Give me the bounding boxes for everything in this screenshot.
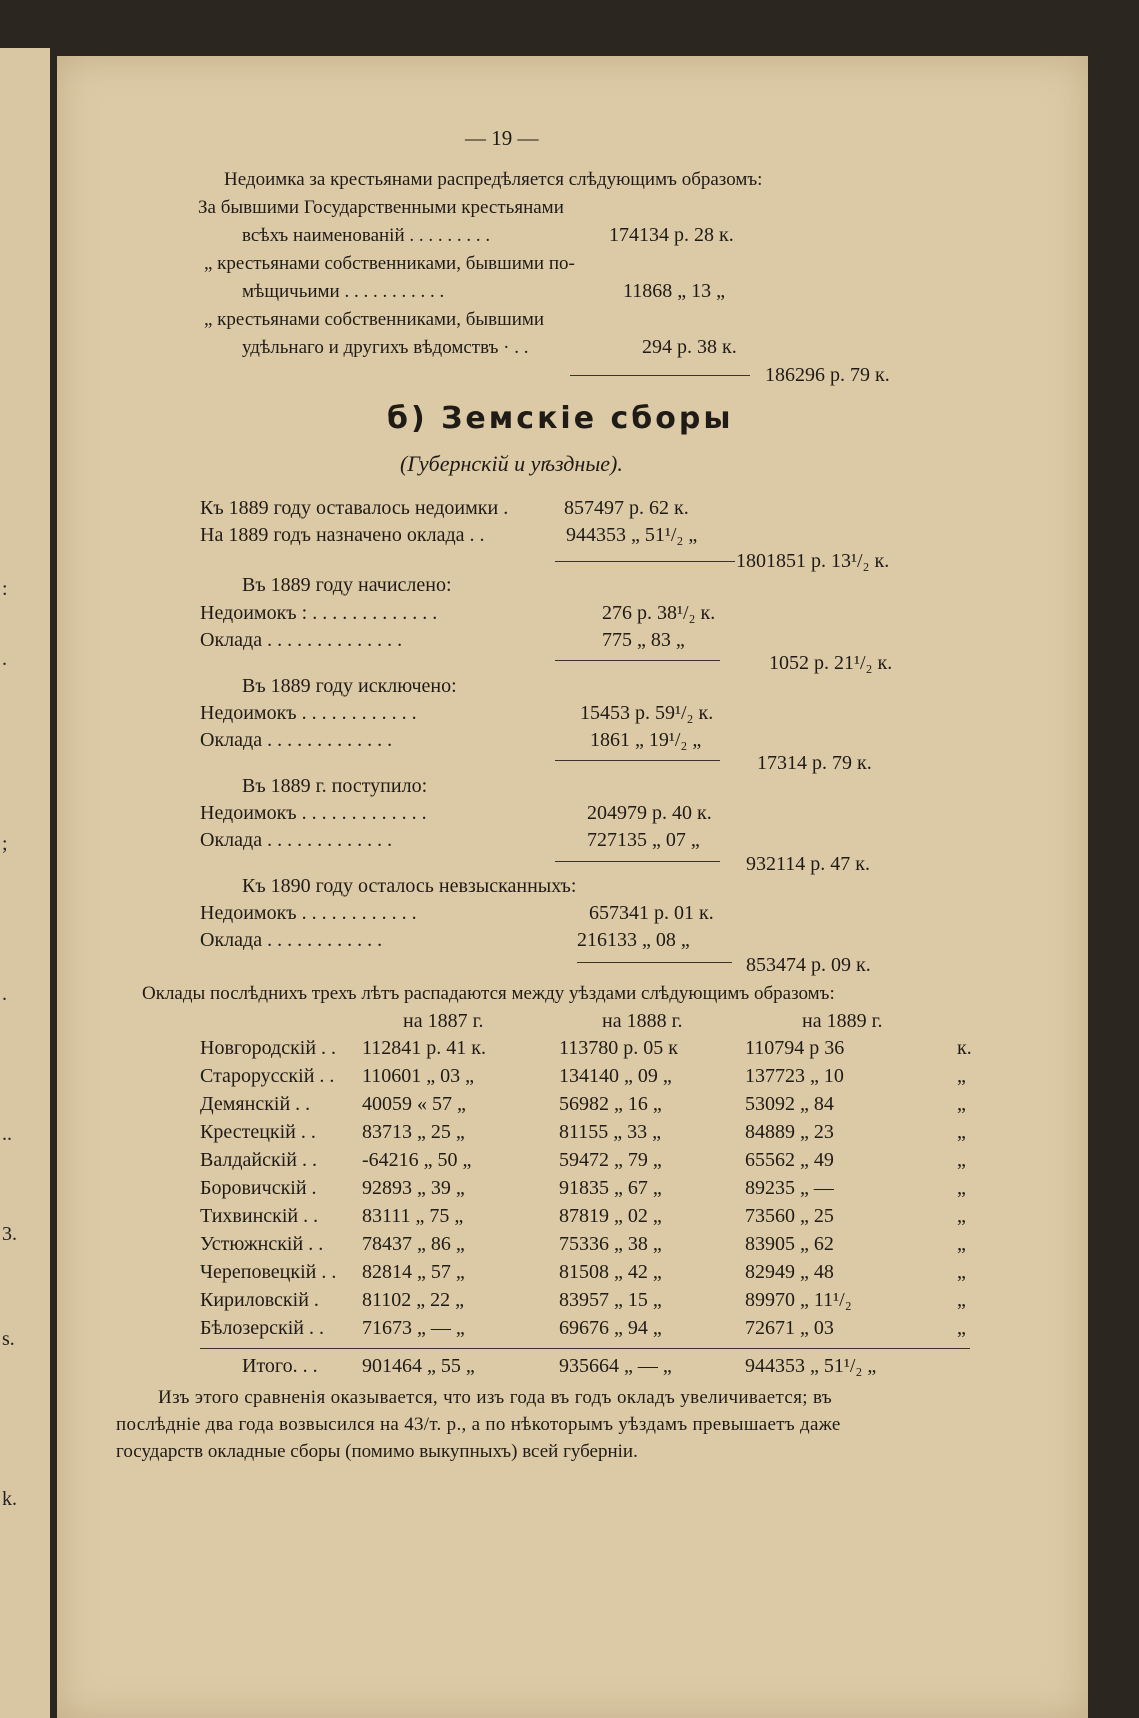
value-1888: 83957 „ 15 „ <box>559 1289 662 1311</box>
block5-r1-value: 657341 р. 01 к. <box>589 902 714 924</box>
sum-rule <box>570 375 750 376</box>
value-1889: 137723 „ 10 <box>745 1065 844 1087</box>
block2-r2-value: 775 „ 83 „ <box>602 629 685 651</box>
table-intro: Оклады послѣднихъ трехъ лѣтъ распадаются между уѣздами слѣдующимъ образомъ: <box>142 983 835 1004</box>
intro-total: 186296 р. 79 к. <box>765 364 890 386</box>
value-1888: 113780 р. 05 к <box>559 1037 678 1059</box>
unit-1889: „ <box>957 1205 966 1227</box>
district-name: Устюжнскій . . <box>200 1233 324 1255</box>
unit-1889: „ <box>957 1289 966 1311</box>
total-row-1889: 944353 „ 51¹/₂ „ <box>745 1355 877 1377</box>
block3-r1-value: 15453 р. 59¹/₂ к. <box>580 702 714 724</box>
value-1889: 83905 „ 62 <box>745 1233 834 1255</box>
block1-r1-label: Къ 1889 году оставалось недоимки . <box>200 497 509 519</box>
block3-r1-label: Недоимокъ . . . . . . . . . . . . <box>200 702 417 724</box>
value-1887: 78437 „ 86 „ <box>362 1233 465 1255</box>
block4-head: Въ 1889 г. поступило: <box>242 775 428 797</box>
closing-line-2: послѣдніе два года возвысился на 43/т. р., а по нѣкоторымъ уѣздамъ превышаетъ даже <box>116 1414 841 1435</box>
page-number: — 19 — <box>465 126 539 150</box>
block2-r1-value: 276 р. 38¹/₂ к. <box>602 602 716 624</box>
col-head-1887: на 1887 г. <box>403 1010 484 1032</box>
unit-1889: „ <box>957 1121 966 1143</box>
value-1889: 53092 „ 84 <box>745 1093 834 1115</box>
value-1887: 83713 „ 25 „ <box>362 1121 465 1143</box>
value-1887: 112841 р. 41 к. <box>362 1037 486 1059</box>
total-row-label: Итого. . . <box>242 1355 318 1377</box>
unit-1889: „ <box>957 1065 966 1087</box>
intro-l4-value: 11868 „ 13 „ <box>623 280 726 302</box>
intro-l3: „ крестьянами собственниками, бывшими по- <box>204 253 575 274</box>
intro-l5: „ крестьянами собственниками, бывшими <box>204 309 545 330</box>
block4-r1-label: Недоимокъ . . . . . . . . . . . . . <box>200 802 427 824</box>
value-1889: 89970 „ 11¹/₂ <box>745 1289 852 1311</box>
sum-rule <box>555 660 720 661</box>
block3-r2-label: Оклада . . . . . . . . . . . . . <box>200 729 393 751</box>
left-page-mark: ; <box>2 833 8 855</box>
left-page-mark: . <box>2 648 7 670</box>
value-1889: 84889 „ 23 <box>745 1121 834 1143</box>
value-1889: 73560 „ 25 <box>745 1205 834 1227</box>
intro-l4-label: мѣщичьими . . . . . . . . . . . <box>242 281 445 302</box>
value-1887: 110601 „ 03 „ <box>362 1065 475 1087</box>
district-name: Демянскій . . <box>200 1093 311 1115</box>
value-1887: 92893 „ 39 „ <box>362 1177 465 1199</box>
district-name: Бѣлозерскій . . <box>200 1317 324 1339</box>
value-1887: 82814 „ 57 „ <box>362 1261 465 1283</box>
intro-l6-value: 294 р. 38 к. <box>642 336 737 358</box>
block5-r1-label: Недоимокъ . . . . . . . . . . . . <box>200 902 417 924</box>
block5-r2-label: Оклада . . . . . . . . . . . . <box>200 929 383 951</box>
left-page-mark: s. <box>2 1328 15 1350</box>
value-1889: 110794 р 36 <box>745 1037 845 1059</box>
unit-1889: „ <box>957 1317 966 1339</box>
value-1888: 69676 „ 94 „ <box>559 1317 662 1339</box>
block4-r2-value: 727135 „ 07 „ <box>587 829 700 851</box>
left-page-mark: .. <box>2 1123 12 1145</box>
total-row-1888: 935664 „ — „ <box>559 1355 672 1377</box>
block2-head: Въ 1889 году начислено: <box>242 574 452 596</box>
left-page-mark: : <box>2 578 8 600</box>
unit-1889: „ <box>957 1149 966 1171</box>
district-name: Боровичскій . <box>200 1177 317 1199</box>
block5-head: Къ 1890 году осталось невзысканныхъ: <box>242 875 577 897</box>
block5-r2-value: 216133 „ 08 „ <box>577 929 690 951</box>
value-1887: 83111 „ 75 „ <box>362 1205 464 1227</box>
table-total-rule <box>200 1348 970 1349</box>
closing-line-3: государств окладные сборы (помимо выкупныхъ) всей губерніи. <box>116 1441 638 1462</box>
value-1887: 81102 „ 22 „ <box>362 1289 465 1311</box>
value-1888: 87819 „ 02 „ <box>559 1205 662 1227</box>
left-page-edge <box>0 48 52 1718</box>
section-subtitle: (Губернскій и уѣздные). <box>400 451 623 476</box>
sum-rule <box>555 561 735 562</box>
value-1889: 89235 „ — <box>745 1177 834 1199</box>
col-head-1888: на 1888 г. <box>602 1010 683 1032</box>
closing-line-1: Изъ этого сравненія оказывается, что изъ года въ годъ окладъ увеличивается; въ <box>158 1387 833 1408</box>
value-1888: 59472 „ 79 „ <box>559 1149 662 1171</box>
block3-total: 17314 р. 79 к. <box>757 752 872 774</box>
value-1889: 65562 „ 49 <box>745 1149 834 1171</box>
sum-rule <box>555 861 720 862</box>
col-head-1889: на 1889 г. <box>802 1010 883 1032</box>
sum-rule <box>555 760 720 761</box>
district-name: Череповецкій . . <box>200 1261 337 1283</box>
left-page-mark: . <box>2 983 7 1005</box>
value-1887: 71673 „ — „ <box>362 1317 465 1339</box>
value-1889: 72671 „ 03 <box>745 1317 834 1339</box>
total-row-1887: 901464 „ 55 „ <box>362 1355 475 1377</box>
block2-total: 1052 р. 21¹/₂ к. <box>769 652 893 674</box>
district-name: Валдайскій . . <box>200 1149 317 1171</box>
document-page <box>57 56 1088 1718</box>
district-name: Крестецкій . . <box>200 1121 316 1143</box>
intro-l2-value: 174134 р. 28 к. <box>609 224 734 246</box>
district-name: Тихвинскій . . <box>200 1205 319 1227</box>
unit-1889: к. <box>957 1037 972 1059</box>
value-1888: 75336 „ 38 „ <box>559 1233 662 1255</box>
value-1888: 134140 „ 09 „ <box>559 1065 672 1087</box>
intro-l2-label: всѣхъ наименованій . . . . . . . . . <box>242 225 491 246</box>
sum-rule <box>577 962 732 963</box>
block1-r2-value: 944353 „ 51¹/₂ „ <box>566 524 698 546</box>
district-name: Старорусскій . . <box>200 1065 335 1087</box>
block2-r2-label: Оклада . . . . . . . . . . . . . . <box>200 629 403 651</box>
block1-r2-label: На 1889 годъ назначено оклада . . <box>200 524 485 546</box>
unit-1889: „ <box>957 1261 966 1283</box>
intro-line: Недоимка за крестьянами распредѣляется слѣдующимъ образомъ: <box>224 169 763 190</box>
block4-r2-label: Оклада . . . . . . . . . . . . . <box>200 829 393 851</box>
value-1888: 56982 „ 16 „ <box>559 1093 662 1115</box>
intro-l6-label: удѣльнаго и другихъ вѣдомствъ · . . <box>242 337 529 358</box>
block4-r1-value: 204979 р. 40 к. <box>587 802 712 824</box>
value-1888: 91835 „ 67 „ <box>559 1177 662 1199</box>
block3-r2-value: 1861 „ 19¹/₂ „ <box>590 729 702 751</box>
left-page-mark: k. <box>2 1488 17 1510</box>
block2-r1-label: Недоимокъ : . . . . . . . . . . . . . <box>200 602 438 624</box>
value-1888: 81155 „ 33 „ <box>559 1121 662 1143</box>
block3-head: Въ 1889 году исключено: <box>242 675 457 697</box>
block5-total: 853474 р. 09 к. <box>746 954 871 976</box>
value-1887: -64216 „ 50 „ <box>362 1149 472 1171</box>
value-1888: 81508 „ 42 „ <box>559 1261 662 1283</box>
district-name: Новгородскій . . <box>200 1037 337 1059</box>
block1-total: 1801851 р. 13¹/₂ к. <box>736 550 890 572</box>
block1-r1-value: 857497 р. 62 к. <box>564 497 689 519</box>
left-page-mark: 3. <box>2 1223 17 1245</box>
block4-total: 932114 р. 47 к. <box>746 853 870 875</box>
intro-l1: За бывшими Государственными крестьянами <box>198 197 564 218</box>
section-title: б) Земскіе сборы <box>387 401 734 436</box>
unit-1889: „ <box>957 1093 966 1115</box>
value-1887: 40059 « 57 „ <box>362 1093 466 1115</box>
unit-1889: „ <box>957 1233 966 1255</box>
value-1889: 82949 „ 48 <box>745 1261 834 1283</box>
unit-1889: „ <box>957 1177 966 1199</box>
district-name: Кириловскій . <box>200 1289 319 1311</box>
